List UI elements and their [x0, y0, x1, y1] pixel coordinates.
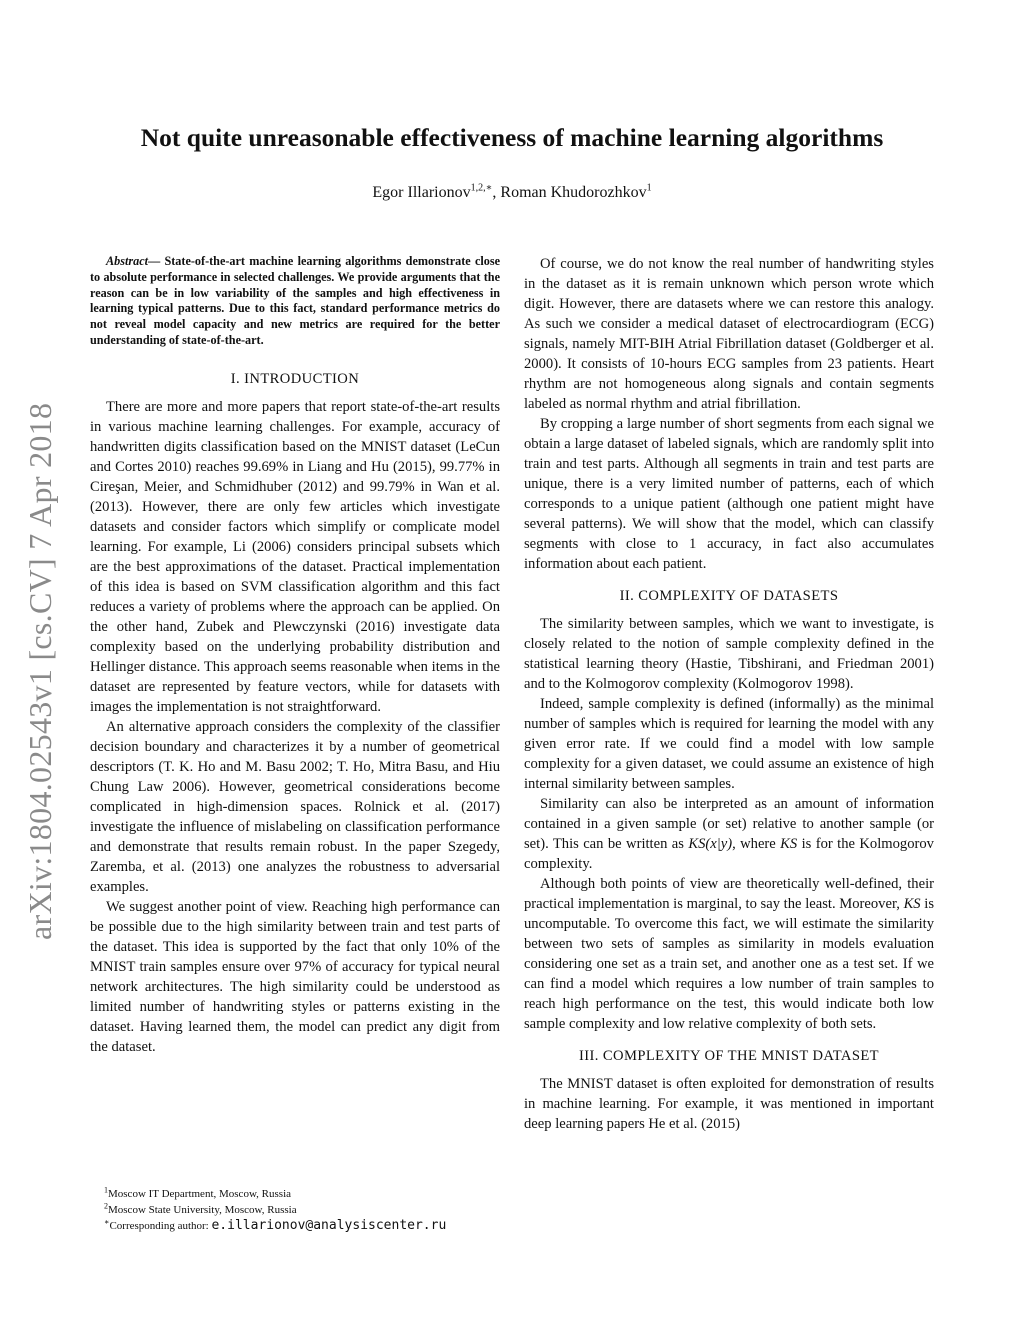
footnote-text: Corresponding author:: [109, 1220, 212, 1232]
paragraph: Of course, we do not know the real number of handwriting styles in the dataset as it is remain unknown which person wrote which digit. However, there are datasets where we can restore this analogy. As such we consider a medical dataset of electrocardiogram (ECG) signals, namely MIT-BIH Atrial Fibrillation dataset (Goldberger et al. 2000). It consists of 10-hours ECG samples from 23 patients. Heart rhythm are not homogeneous along signals and contain segments labeled as normal rhythm and atrial fibrillation.: [524, 256, 934, 412]
arxiv-identifier: arXiv:1804.02543v1 [cs.CV] 7 Apr 2018: [22, 402, 58, 940]
author-name: , Roman Khudorozhkov: [492, 184, 647, 201]
paragraph: The MNIST dataset is often exploited for demonstration of results in machine learning. For example, it was mentioned in important deep learning papers He et al. (2015): [524, 1076, 934, 1132]
author-line: [80, 180, 944, 206]
affiliation-mark: 1: [646, 182, 652, 194]
paper-title: Not quite unreasonable effectiveness of machine learning algorithms: [140, 123, 884, 152]
paragraph: There are more and more papers that report state-of-the-art results in various machine learning challenges. For example, accuracy of handwritten digits classification based on the MNIST dataset (LeCun and Cortes 2010) reaches 99.69% in Liang and Hu (2015), 99.77% in Cireşan, Meier, and Schmidhuber (2012) and 99.79% in Wan et al. (2013). However, there are only few articles which investigate datasets and consider factors which simplify or complicate model learning. For example, Li (2006) considers principal subsets which are the best approximations of the dataset. Practical implementation of this idea is based on SVM classification algorithm and this fact reduces a variety of problems where the approach can be applied. On the other hand, Zubek and Plewczynski (2016) investigate data complexity based on the underlying probability distribution and Hellinger distance. This approach seems reasonable when items in the dataset are represented by feature vectors, while for datasets with images the implementation is not straightforward.: [90, 398, 500, 715]
section-heading-introduction: I. INTRODUCTION: [230, 370, 360, 387]
left-column: [90, 254, 500, 1057]
section-heading-complexity-of-datasets: II. COMPLEXITY OF DATASETS: [619, 588, 839, 604]
math-expression: KS: [903, 896, 921, 912]
paragraph: [524, 794, 934, 874]
math-expression: KS: [780, 836, 798, 852]
footnote-text: Moscow IT Department, Moscow, Russia: [108, 1188, 292, 1200]
text-run: is uncomputable. To overcome this fact, we will estimate the similarity between two sets of samples as similarity in models evaluation considering one set as a train set, and another one as a test set. If we can find a model which requires a low number of train samples to reach high performance on the test, this would indicate both low sample complexity and low relative complexity of both sets.: [524, 896, 935, 1032]
text-run: , where: [732, 836, 781, 852]
section-heading-mnist-complexity: III. COMPLEXITY OF THE MNIST DATASET: [579, 1048, 879, 1064]
paragraph: By cropping a large number of short segments from each signal we obtain a large dataset of labeled signals, which are randomly split into train and test parts. Although all segments in train and test parts are unique, there is a very limited number of patterns, each of which corresponds to a unique patient (although one patient might have several patterns). We will show that the model, which can classify segments with close to 1 accuracy, in fact also accumulates information about each patient.: [524, 416, 934, 572]
author-name: Egor Illarionov: [372, 184, 471, 201]
footnotes: [104, 1187, 524, 1235]
text-run: Although both points of view are theoretically well-defined, their practical implementation is marginal, to say the least. Moreover,: [524, 876, 934, 912]
abstract-label: Abstract: [106, 254, 148, 268]
footnote-mark: 2: [104, 1200, 108, 1210]
author-email: e.illarionov@analysiscenter.ru: [211, 1218, 447, 1233]
footnote-affiliation-2: [104, 1200, 524, 1219]
text-run: is for the Kolmogorov complexity.: [524, 836, 934, 872]
affiliation-mark: 1,2,∗: [470, 182, 493, 194]
abstract-text: — State-of-the-art machine learning algorithms demonstrate close to absolute performance in selected challenges. We provide arguments that the reason can be in low variability of the samples and high effectiveness in learning typical patterns. Due to this fact, standard performance metrics do not reveal model capacity and new metrics are required for the better understanding of state-of-the-art.: [90, 254, 500, 347]
footnote-affiliation-1: [104, 1187, 524, 1203]
footnote-mark: ∗: [104, 1217, 110, 1227]
footnote-corresponding-author: [104, 1218, 524, 1235]
text-run: Similarity can also be interpreted as an amount of information contained in a given sample (or set) relative to another sample (or set). This can be written as: [524, 796, 934, 852]
footnote-text: Moscow State University, Moscow, Russia: [108, 1203, 297, 1216]
right-column: [524, 254, 934, 1134]
paragraph: An alternative approach considers the complexity of the classifier decision boundary and characterizes it by a number of geometrical descriptors (T. K. Ho and M. Basu 2002; T. Ho, Mitra Basu, and Hiu Chung Law 2006). However, geometrical considerations become complicated in high-dimension spaces. Rolnick et al. (2017) investigate the influence of mislabeling on classification performance and demonstrate that results remain robust. In the paper Szegedy, Zaremba, et al. (2013) one analyzes the robustness to adversarial examples.: [90, 718, 500, 895]
math-expression: KS(x|y): [688, 836, 733, 852]
paragraph: [524, 874, 934, 1034]
footnote-mark: 1: [104, 1185, 108, 1195]
paragraph: Indeed, sample complexity is defined (informally) as the minimal number of samples which is required for learning the model with any given error rate. If we could find a model with low sample complexity for a given dataset, we could assume an existence of high internal similarity between samples.: [524, 696, 934, 792]
abstract: [90, 254, 500, 349]
paragraph: The similarity between samples, which we want to investigate, is closely related to the notion of sample complexity defined in the statistical learning theory (Hastie, Tibshirani, and Friedman 2001) and to the Kolmogorov complexity (Kolmogorov 1998).: [524, 616, 934, 692]
paragraph: We suggest another point of view. Reaching high performance can be possible due to the high similarity between train and test parts of the dataset. This idea is supported by the fact that only 10% of the MNIST train samples ensure over 97% of accuracy for typical neural network architectures. The high similarity could be understood as limited number of handwriting styles or patterns existing in the dataset. Having learned them, the model can predict any digit from the dataset.: [90, 898, 500, 1055]
